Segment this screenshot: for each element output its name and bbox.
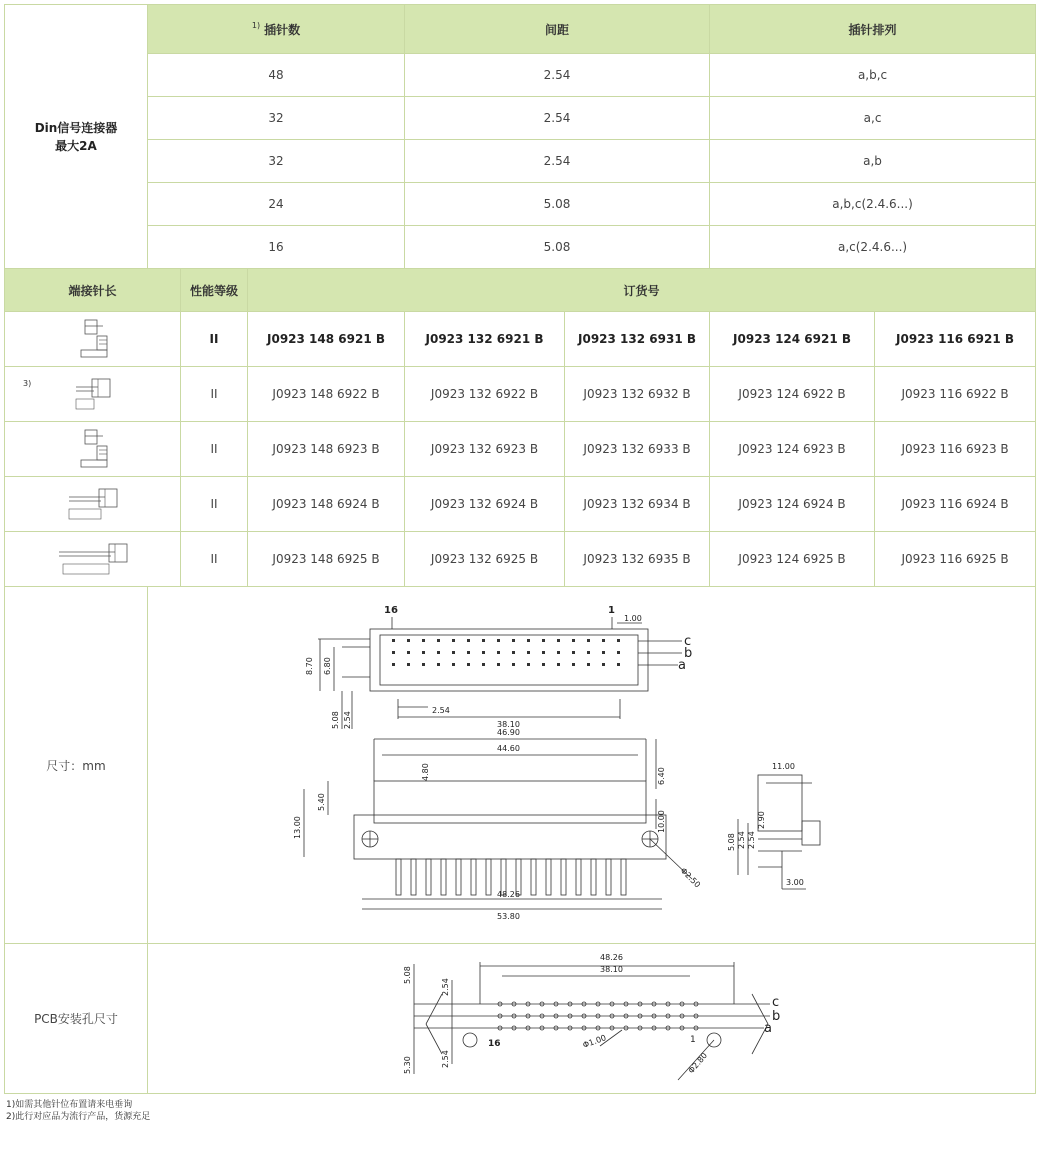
pin-count-footnote-mark: 1)	[251, 20, 261, 30]
pcb-drawing	[152, 944, 1032, 1090]
spec-arrangement: a,b,c(2.4.6...)	[710, 183, 1036, 226]
pcb-dim-2-54-a: 2.54	[440, 978, 450, 996]
pcb-pin-1: 1	[689, 1035, 696, 1045]
footnote-mark-3: 3)	[23, 379, 32, 388]
connector-title	[5, 5, 148, 269]
order-code: J0923 148 6925 B	[248, 532, 405, 587]
dim-6-80: 6.80	[322, 656, 332, 675]
footnote-2: 2)此行对应品为流行产品，货源充足	[6, 1112, 151, 1122]
order-code: J0923 132 6931 B	[565, 312, 710, 367]
spec-row	[5, 140, 1036, 183]
side-dim-3-00: 3.00	[785, 877, 804, 887]
order-code: J0923 116 6923 B	[875, 422, 1036, 477]
order-code: J0923 132 6923 B	[405, 422, 565, 477]
row-c-label: c	[683, 633, 691, 649]
dimensions-label: 尺寸：mm	[5, 587, 148, 944]
dim-13-00: 13.00	[292, 815, 302, 839]
order-code: J0923 148 6924 B	[248, 477, 405, 532]
header-order-no: 订货号	[248, 269, 1036, 312]
order-code: J0923 116 6921 B	[875, 312, 1036, 367]
pcb-hole-dia: Φ1.00	[581, 1033, 607, 1050]
dim-6-40: 6.40	[656, 766, 666, 785]
order-code: J0923 124 6925 B	[710, 532, 875, 587]
order-code: J0923 148 6923 B	[248, 422, 405, 477]
dimension-drawing	[152, 589, 1032, 939]
dim-8-70: 8.70	[304, 656, 314, 675]
dim-1-00: 1.00	[623, 613, 642, 623]
side-dim-2-90: 2.90	[756, 810, 766, 829]
pcb-row-b: b	[771, 1009, 780, 1024]
pin-type-3-icon	[73, 428, 113, 468]
pin-length-drawing	[5, 532, 181, 587]
spec-pitch: 5.08	[405, 226, 710, 269]
dim-10-00: 10.00	[656, 809, 666, 833]
order-code: J0923 132 6922 B	[405, 367, 565, 422]
header-grade: 性能等级	[181, 269, 248, 312]
order-grade: II	[181, 422, 248, 477]
order-code: J0923 116 6922 B	[875, 367, 1036, 422]
pcb-dim-2-54-b: 2.54	[440, 1050, 450, 1068]
order-code: J0923 132 6921 B	[405, 312, 565, 367]
spec-row	[5, 54, 1036, 97]
dim-2-54: 2.54	[431, 705, 450, 715]
dim-48-26: 48.26	[496, 889, 520, 899]
order-code: J0923 124 6921 B	[710, 312, 875, 367]
pcb-dim-48-26: 48.26	[599, 953, 623, 962]
pin-length-drawing	[5, 477, 181, 532]
dim-5-08: 5.08	[330, 710, 340, 729]
dim-4-80: 4.80	[420, 762, 430, 781]
spec-row	[5, 97, 1036, 140]
order-grade: II	[181, 367, 248, 422]
order-row	[5, 532, 1036, 587]
top-pin-1: 1	[607, 604, 615, 616]
order-grade: II	[181, 477, 248, 532]
dim-44-60: 44.60	[496, 743, 520, 753]
pcb-dim-5-30: 5.30	[402, 1056, 412, 1074]
row-a-label: a	[677, 657, 686, 673]
order-row	[5, 477, 1036, 532]
header-pin-count-label: 插针数	[264, 22, 301, 37]
side-dim-2-54-a: 2.54	[746, 830, 756, 849]
pin-length-drawing	[5, 367, 181, 422]
connector-spec-table	[4, 4, 1036, 1094]
side-dim-11-00: 11.00	[771, 761, 795, 771]
dim-2-54-vert: 2.54	[342, 710, 352, 729]
spec-pitch: 5.08	[405, 183, 710, 226]
order-row	[5, 367, 1036, 422]
spec-row	[5, 226, 1036, 269]
dim-38-10: 38.10	[496, 719, 520, 729]
pcb-row-c: c	[771, 995, 779, 1010]
spec-pitch: 2.54	[405, 97, 710, 140]
order-code: J0923 148 6922 B	[248, 367, 405, 422]
dim-46-90: 46.90	[496, 727, 520, 737]
dim-5-40: 5.40	[316, 792, 326, 811]
header-arrangement: 插针排列	[710, 5, 1036, 54]
footnote-1: 1)如需其他针位布置请来电垂询	[6, 1100, 133, 1110]
pcb-dim-38-10: 38.10	[599, 965, 623, 974]
pcb-pin-16: 16	[487, 1039, 501, 1049]
spec-pins: 16	[148, 226, 405, 269]
header-pitch: 间距	[405, 5, 710, 54]
spec-pins: 24	[148, 183, 405, 226]
row-b-label: b	[683, 645, 692, 661]
header-pin-count	[148, 5, 405, 54]
dimension-drawing-cell	[148, 587, 1036, 944]
order-code: J0923 132 6932 B	[565, 367, 710, 422]
order-code: J0923 132 6924 B	[405, 477, 565, 532]
order-code: J0923 124 6922 B	[710, 367, 875, 422]
pcb-mount-dia: Φ2.80	[686, 1051, 709, 1076]
footnotes	[6, 1099, 150, 1123]
connector-title-line2: 最大2A	[55, 138, 97, 153]
order-code: J0923 132 6935 B	[565, 532, 710, 587]
order-grade: II	[181, 532, 248, 587]
top-pin-16: 16	[383, 604, 398, 616]
spec-arrangement: a,c	[710, 97, 1036, 140]
pin-length-drawing	[5, 312, 181, 367]
pin-type-2-icon	[70, 373, 116, 413]
order-code: J0923 124 6923 B	[710, 422, 875, 477]
spec-arrangement: a,b	[710, 140, 1036, 183]
pcb-label: PCB安装孔尺寸	[5, 944, 148, 1094]
pin-type-1-icon	[73, 318, 113, 358]
order-code: J0923 132 6933 B	[565, 422, 710, 477]
pin-type-4-icon	[65, 485, 121, 521]
order-grade: II	[181, 312, 248, 367]
order-row	[5, 312, 1036, 367]
connector-title-line1: Din信号连接器	[34, 120, 118, 135]
header-pin-length: 端接针长	[5, 269, 181, 312]
spec-pitch: 2.54	[405, 54, 710, 97]
spec-arrangement: a,b,c	[710, 54, 1036, 97]
spec-row	[5, 183, 1036, 226]
order-code: J0923 116 6925 B	[875, 532, 1036, 587]
dim-53-80: 53.80	[496, 911, 520, 921]
order-code: J0923 132 6925 B	[405, 532, 565, 587]
spec-pins: 48	[148, 54, 405, 97]
pcb-row-a: a	[763, 1021, 772, 1036]
order-code: J0923 116 6924 B	[875, 477, 1036, 532]
spec-pins: 32	[148, 140, 405, 183]
pcb-drawing-cell	[148, 944, 1036, 1094]
pin-type-5-icon	[53, 540, 133, 576]
pin-length-drawing	[5, 422, 181, 477]
spec-arrangement: a,c(2.4.6...)	[710, 226, 1036, 269]
order-row	[5, 422, 1036, 477]
spec-pins: 32	[148, 97, 405, 140]
spec-pitch: 2.54	[405, 140, 710, 183]
order-code: J0923 148 6921 B	[248, 312, 405, 367]
pcb-dim-5-08: 5.08	[402, 966, 412, 984]
dim-phi-2-50: Φ2.50	[678, 865, 702, 889]
side-dim-2-54-b: 2.54	[736, 830, 746, 849]
side-dim-5-08: 5.08	[726, 832, 736, 851]
order-code: J0923 124 6924 B	[710, 477, 875, 532]
order-code: J0923 132 6934 B	[565, 477, 710, 532]
